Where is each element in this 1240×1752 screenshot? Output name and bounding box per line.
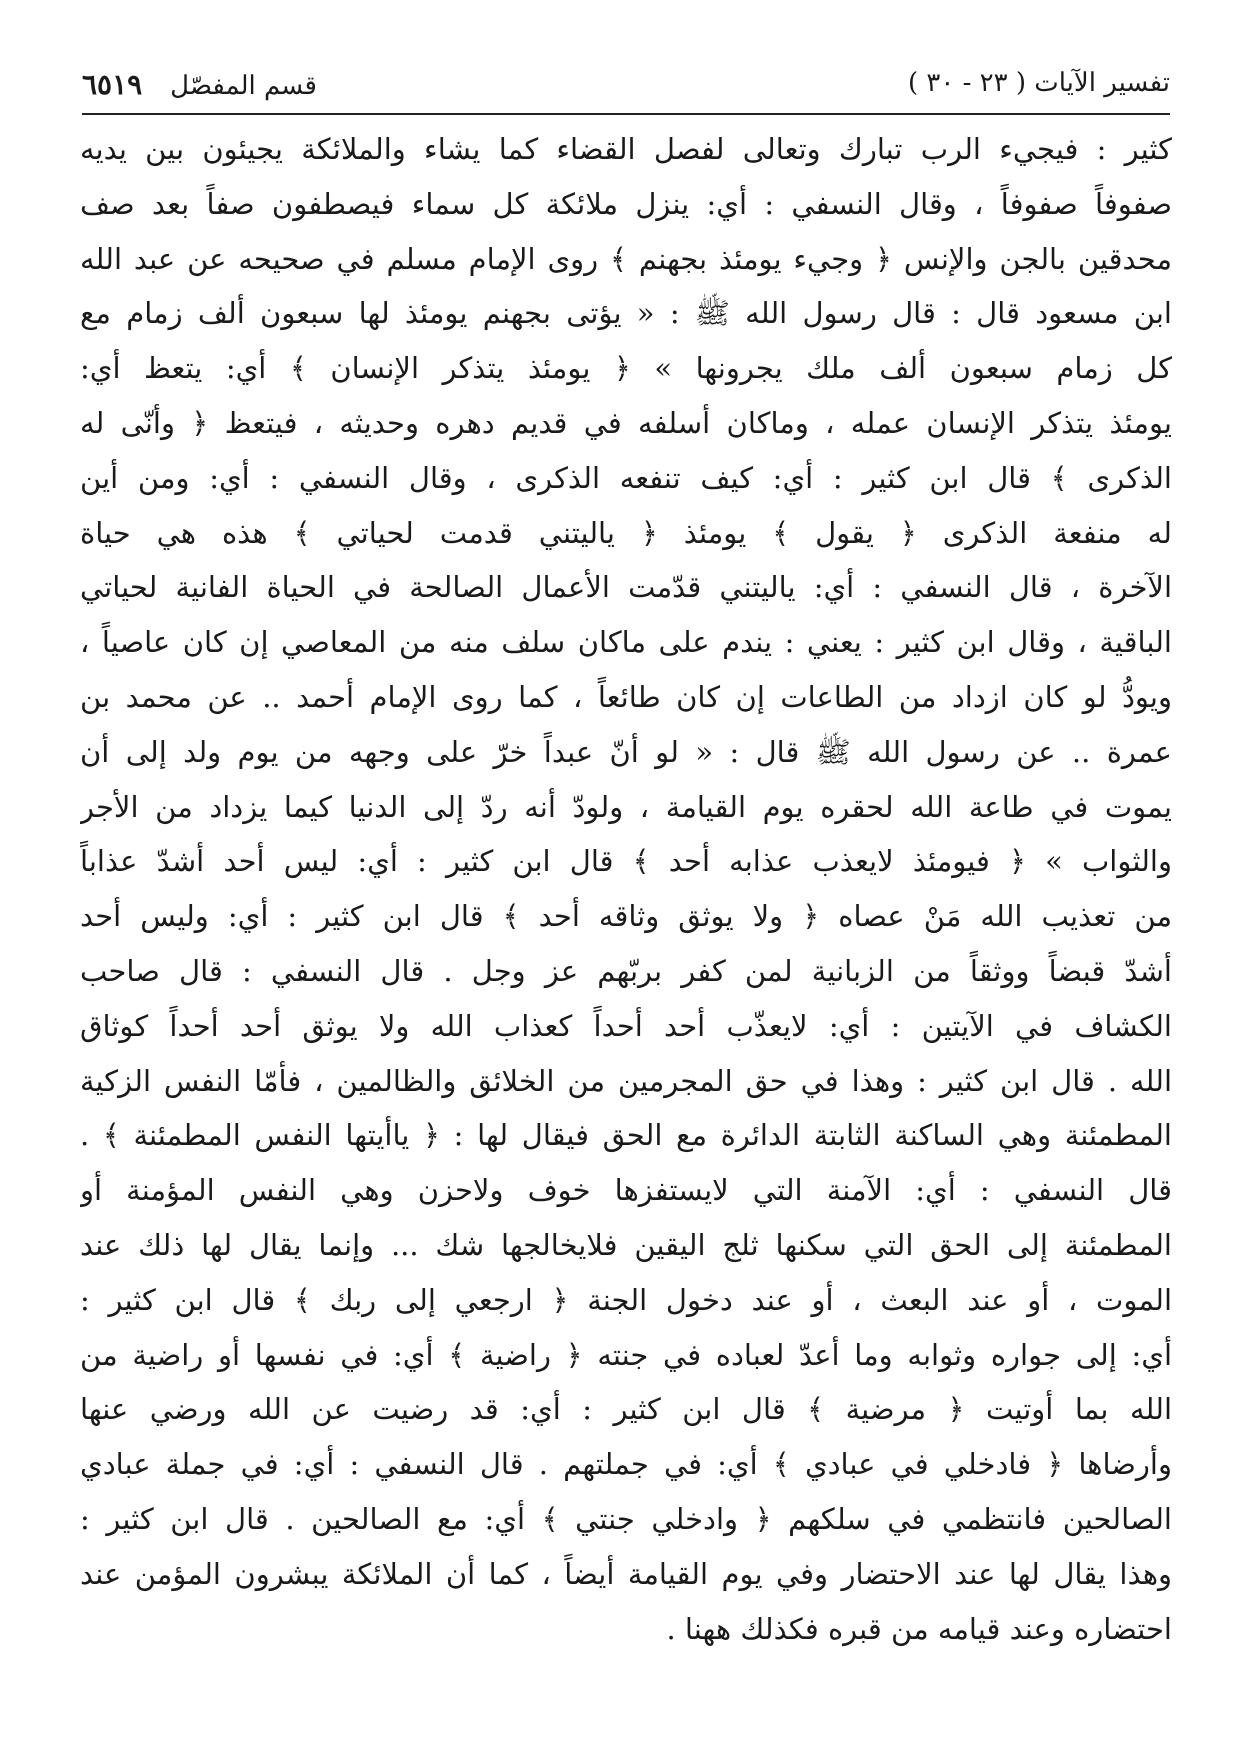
text-line: عمرة .. عن رسول الله ﷺ قال : « لو أنّ عبداً خرّ على وجهه من يوم ولد إلى أن bbox=[80, 734, 1172, 769]
text-line: له منفعة الذكرى ﴿ يقول ﴾ يومئذ ﴿ ياليتني قدمت لحياتي ﴾ هذه هي حياة bbox=[80, 515, 1172, 550]
text-line: كثير : فيجيء الرب تبارك وتعالى لفصل القضاء كما يشاء والملائكة يجيئون بين يديه bbox=[80, 132, 1172, 166]
text-line: يومئذ يتذكر الإنسان عمله ، وماكان أسلفه في قديم دهره وحديثه ، فيتعظ ﴿ وأنّى له bbox=[80, 405, 1172, 440]
chapter-title: تفسير الآيات ( ٢٣ - ٣٠ ) bbox=[907, 68, 1170, 98]
page-header bbox=[82, 64, 1170, 110]
text-line: يموت في طاعة الله لحقره يوم القيامة ، ولودّ أنه ردّ إلى الدنيا كيما يزداد من الأجر bbox=[80, 789, 1172, 824]
text-line: من تعذيب الله مَنْ عصاه ﴿ ولا يوثق وثاقه أحد ﴾ قال ابن كثير : أي: وليس أحد bbox=[80, 899, 1172, 934]
header-left-group bbox=[82, 68, 317, 101]
text-line: محدقين بالجن والإنس ﴿ وجيء يومئذ بجهنم ﴾ روى الإمام مسلم في صحيحه عن عبد الله bbox=[80, 241, 1172, 276]
text-line: وهذا يقال لها عند الاحتضار وفي يوم القيامة أيضاً ، كما أن الملائكة يبشرون المؤمن عند bbox=[80, 1556, 1172, 1591]
text-line: احتضاره وعند قيامه من قبره فكذلك ههنا . bbox=[666, 1611, 1172, 1646]
text-line: ابن مسعود قال : قال رسول الله ﷺ : « يؤتى بجهنم يومئذ لها سبعون ألف زمام مع bbox=[80, 296, 1172, 331]
text-line: الذكرى ﴾ قال ابن كثير : أي: كيف تنفعه الذكرى ، وقال النسفي : أي: ومن أين bbox=[80, 460, 1172, 495]
text-line: والثواب » ﴿ فيومئذ لايعذب عذابه أحد ﴾ قال ابن كثير : أي: ليس أحد أشدّ عذاباً bbox=[80, 844, 1172, 879]
text-line: الكشاف في الآيتين : أي: لايعذّب أحد أحداً كعذاب الله ولا يوثق أحد أحداً كوثاق bbox=[80, 1008, 1172, 1043]
header-rule bbox=[82, 113, 1170, 115]
text-line: أي: إلى جواره وثوابه وما أعدّ لعباده في جنته ﴿ راضية ﴾ أي: في نفسها أو راضية من bbox=[80, 1337, 1172, 1372]
body-text bbox=[80, 122, 1172, 1656]
section-name: قسم المفصّل bbox=[170, 71, 317, 101]
text-line: المطمئنة وهي الساكنة الثابتة الدائرة مع الحق فيقال لها : ﴿ ياأيتها النفس المطمئنة ﴾ . bbox=[80, 1118, 1172, 1153]
text-line: كل زمام سبعون ألف ملك يجرونها » ﴿ يومئذ يتذكر الإنسان ﴾ أي: يتعظ أي: bbox=[80, 351, 1172, 386]
text-line: الموت ، أو عند البعث ، أو عند دخول الجنة ﴿ ارجعي إلى ربك ﴾ قال ابن كثير : bbox=[80, 1282, 1172, 1317]
page-number: ٦٥١٩ bbox=[82, 68, 143, 101]
text-line: الصالحين فانتظمي في سلكهم ﴿ وادخلي جنتي ﴾ أي: مع الصالحين . قال ابن كثير : bbox=[80, 1501, 1172, 1536]
text-line: المطمئنة إلى الحق التي سكنها ثلج اليقين فلايخالجها شك ... وإنما يقال لها ذلك عند bbox=[80, 1227, 1172, 1262]
text-line: الله بما أوتيت ﴿ مرضية ﴾ قال ابن كثير : أي: قد رضيت عن الله ورضي عنها bbox=[80, 1392, 1172, 1427]
text-line: ويودُّ لو كان ازداد من الطاعات إن كان طائعاً ، كما روى الإمام أحمد .. عن محمد بن bbox=[80, 679, 1172, 714]
text-line: أشدّ قبضاً ووثقاً من الزبانية لمن كفر بربّهم عز وجل . قال النسفي : قال صاحب bbox=[80, 953, 1172, 988]
text-line: الله . قال ابن كثير : وهذا في حق المجرمين من الخلائق والظالمين ، فأمّا النفس الزكية bbox=[80, 1063, 1172, 1098]
text-line: قال النسفي : أي: الآمنة التي لايستفزها خوف ولاحزن وهي النفس المؤمنة أو bbox=[80, 1173, 1172, 1208]
text-line: الآخرة ، قال النسفي : أي: ياليتني قدّمت الأعمال الصالحة في الحياة الفانية لحياتي bbox=[80, 570, 1172, 605]
text-line: صفوفاً صفوفاً ، وقال النسفي : أي: ينزل ملائكة كل سماء فيصطفون صفاً بعد صف bbox=[80, 186, 1172, 221]
text-line: الباقية ، وقال ابن كثير : يعني : يندم على ماكان سلف منه من المعاصي إن كان عاصياً ، bbox=[80, 625, 1172, 660]
text-line: وأرضاها ﴿ فادخلي في عبادي ﴾ أي: في جملتهم . قال النسفي : أي: في جملة عبادي bbox=[80, 1447, 1172, 1482]
